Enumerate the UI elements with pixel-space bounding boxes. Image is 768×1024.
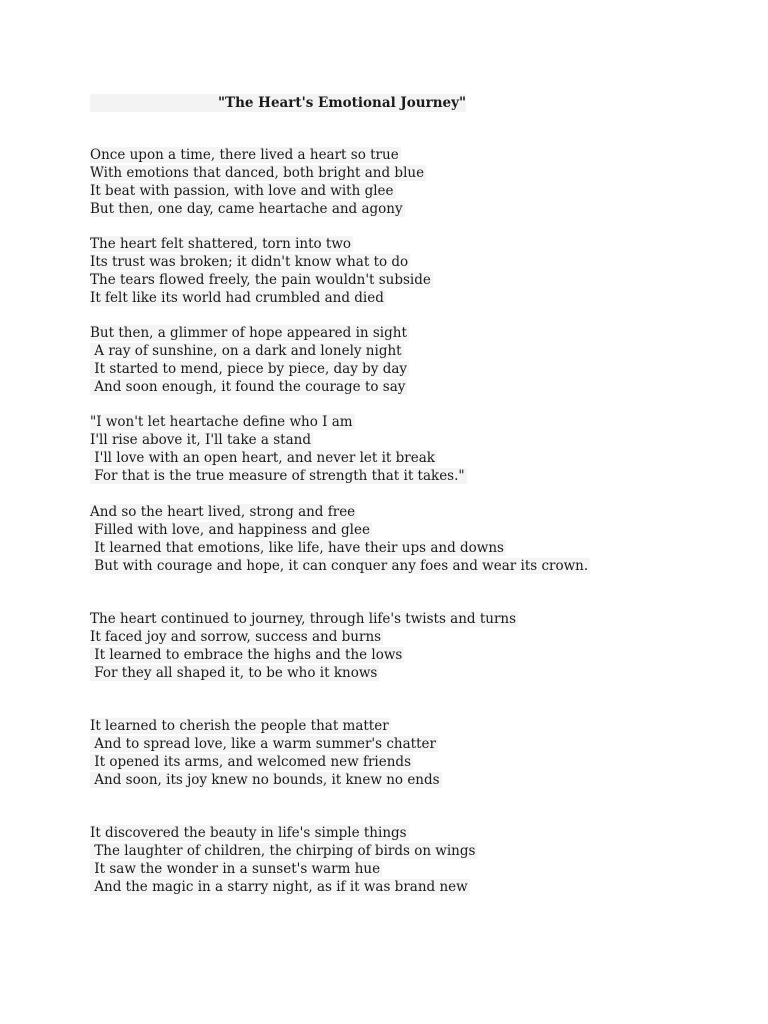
poem-line: With emotions that danced, both bright and blue <box>90 165 425 181</box>
stanza-7 <box>90 717 442 789</box>
poem-line: It learned that emotions, like life, have their ups and downs <box>90 540 504 556</box>
poem-line: It discovered the beauty in life's simple things <box>90 825 407 841</box>
poem-line: And to spread love, like a warm summer's chatter <box>90 736 436 752</box>
poem-line: It beat with passion, with love and with glee <box>90 183 394 199</box>
poem-line: It felt like its world had crumbled and died <box>90 290 384 306</box>
poem-line: The heart continued to journey, through life's twists and turns <box>90 611 517 627</box>
stanza-5 <box>90 503 590 575</box>
poem-line: It started to mend, piece by piece, day by day <box>90 361 408 377</box>
poem-line: The heart felt shattered, torn into two <box>90 236 352 252</box>
poem-line: The laughter of children, the chirping of birds on wings <box>90 843 476 859</box>
stanza-4 <box>90 413 467 485</box>
stanza-3 <box>90 324 409 396</box>
poem-line: And soon, its joy knew no bounds, it knew no ends <box>90 772 440 788</box>
poem-line: Once upon a time, there lived a heart so true <box>90 147 399 163</box>
poem-line: And soon enough, it found the courage to say <box>90 379 406 395</box>
poem-line: Its trust was broken; it didn't know what to do <box>90 254 409 270</box>
poem-line: It faced joy and sorrow, success and burns <box>90 629 382 645</box>
poem-line: It learned to embrace the highs and the lows <box>90 647 403 663</box>
stanza-8 <box>90 824 477 896</box>
poem-line: "I won't let heartache define who I am <box>90 414 353 430</box>
poem-line: It opened its arms, and welcomed new friends <box>90 754 411 770</box>
poem-line: But then, a glimmer of hope appeared in sight <box>90 325 407 341</box>
poem-line: Filled with love, and happiness and glee <box>90 522 370 538</box>
stanza-6 <box>90 610 518 682</box>
poem-line: I'll love with an open heart, and never let it break <box>90 450 435 466</box>
poem-line: And so the heart lived, strong and free <box>90 504 356 520</box>
stanza-1 <box>90 146 426 218</box>
poem-line: It saw the wonder in a sunset's warm hue <box>90 861 381 877</box>
poem-line: And the magic in a starry night, as if it was brand new <box>90 879 468 895</box>
poem-line: But then, one day, came heartache and agony <box>90 201 403 217</box>
poem-line: It learned to cherish the people that matter <box>90 718 389 734</box>
poem-line: I'll rise above it, I'll take a stand <box>90 432 311 448</box>
poem-line: For they all shaped it, to be who it knows <box>90 665 378 681</box>
poem-line: For that is the true measure of strength that it takes." <box>90 468 465 484</box>
poem-line: A ray of sunshine, on a dark and lonely night <box>90 343 402 359</box>
poem-line: But with courage and hope, it can conquer any foes and wear its crown. <box>90 558 589 574</box>
poem-line: The tears flowed freely, the pain wouldn't subside <box>90 272 431 288</box>
stanza-2 <box>90 235 433 307</box>
page-title: "The Heart's Emotional Journey" <box>218 95 466 111</box>
